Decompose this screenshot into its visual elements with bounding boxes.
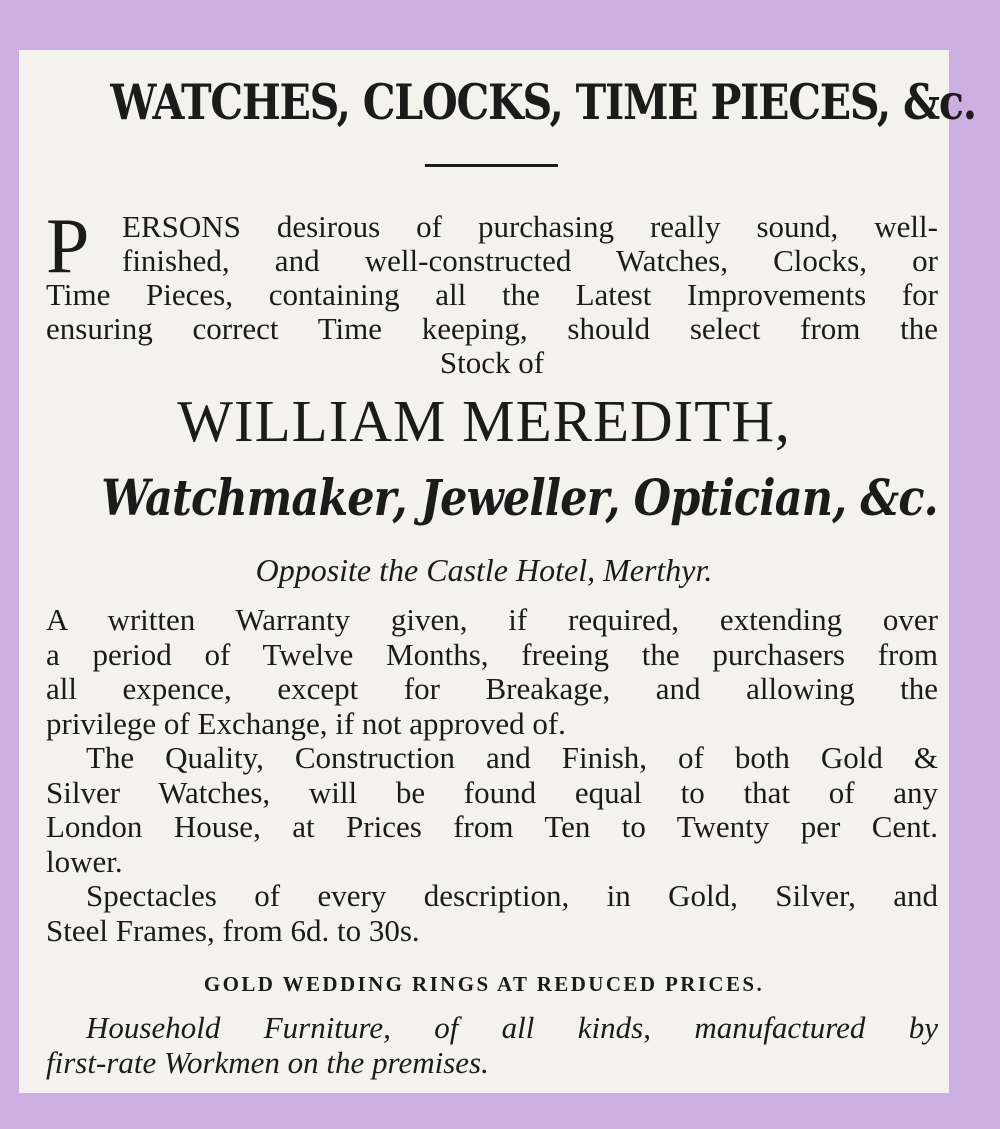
warranty-line: A written Warranty given, if required, extending over <box>46 602 938 637</box>
quality-line: The Quality, Construction and Finish, of both Gold & <box>86 740 938 775</box>
quality-line: London House, at Prices from Ten to Twenty per Cent. <box>46 809 938 844</box>
warranty-line: a period of Twelve Months, freeing the purchasers from <box>46 636 938 672</box>
spectacles-line: Spectacles of every description, in Gold, Silver, and <box>86 878 938 913</box>
intro-line: Time Pieces, containing all the Latest Improvements for <box>46 277 938 312</box>
intro-paragraph <box>46 202 938 380</box>
merchant-trade: Watchmaker, Jeweller, Optician, &c. <box>101 468 938 527</box>
furniture-line: first-rate Workmen on the premises. <box>46 1045 489 1080</box>
title-rule <box>425 164 558 167</box>
furniture-notice <box>46 1010 938 1080</box>
advert-title: WATCHES, CLOCKS, TIME PIECES, &c. <box>110 73 976 131</box>
merchant-address: Opposite the Castle Hotel, Merthyr. <box>255 552 713 588</box>
intro-line: ERSONS desirous of purchasing really sound, well- <box>122 209 938 244</box>
intro-line: Stock of <box>439 345 545 380</box>
advertisement-clipping <box>19 50 976 1093</box>
quality-line: Silver Watches, will be found equal to that of any <box>46 774 938 810</box>
drop-cap: P <box>46 202 90 289</box>
wedding-rings-notice: GOLD WEDDING RINGS AT REDUCED PRICES. <box>203 972 765 996</box>
advert-body <box>46 603 938 948</box>
quality-line: lower. <box>46 843 123 879</box>
warranty-line: all expence, except for Breakage, and allowing the <box>46 671 938 706</box>
intro-line: ensuring correct Time keeping, should select from the <box>46 311 938 346</box>
intro-line: finished, and well-constructed Watches, Clocks, or <box>122 243 938 278</box>
warranty-line: privilege of Exchange, if not approved of. <box>46 705 566 741</box>
merchant-name: WILLIAM MEREDITH, <box>177 388 791 454</box>
furniture-line: Household Furniture, of all kinds, manufactured by <box>86 1010 938 1045</box>
spectacles-line: Steel Frames, from 6d. to 30s. <box>46 912 420 948</box>
